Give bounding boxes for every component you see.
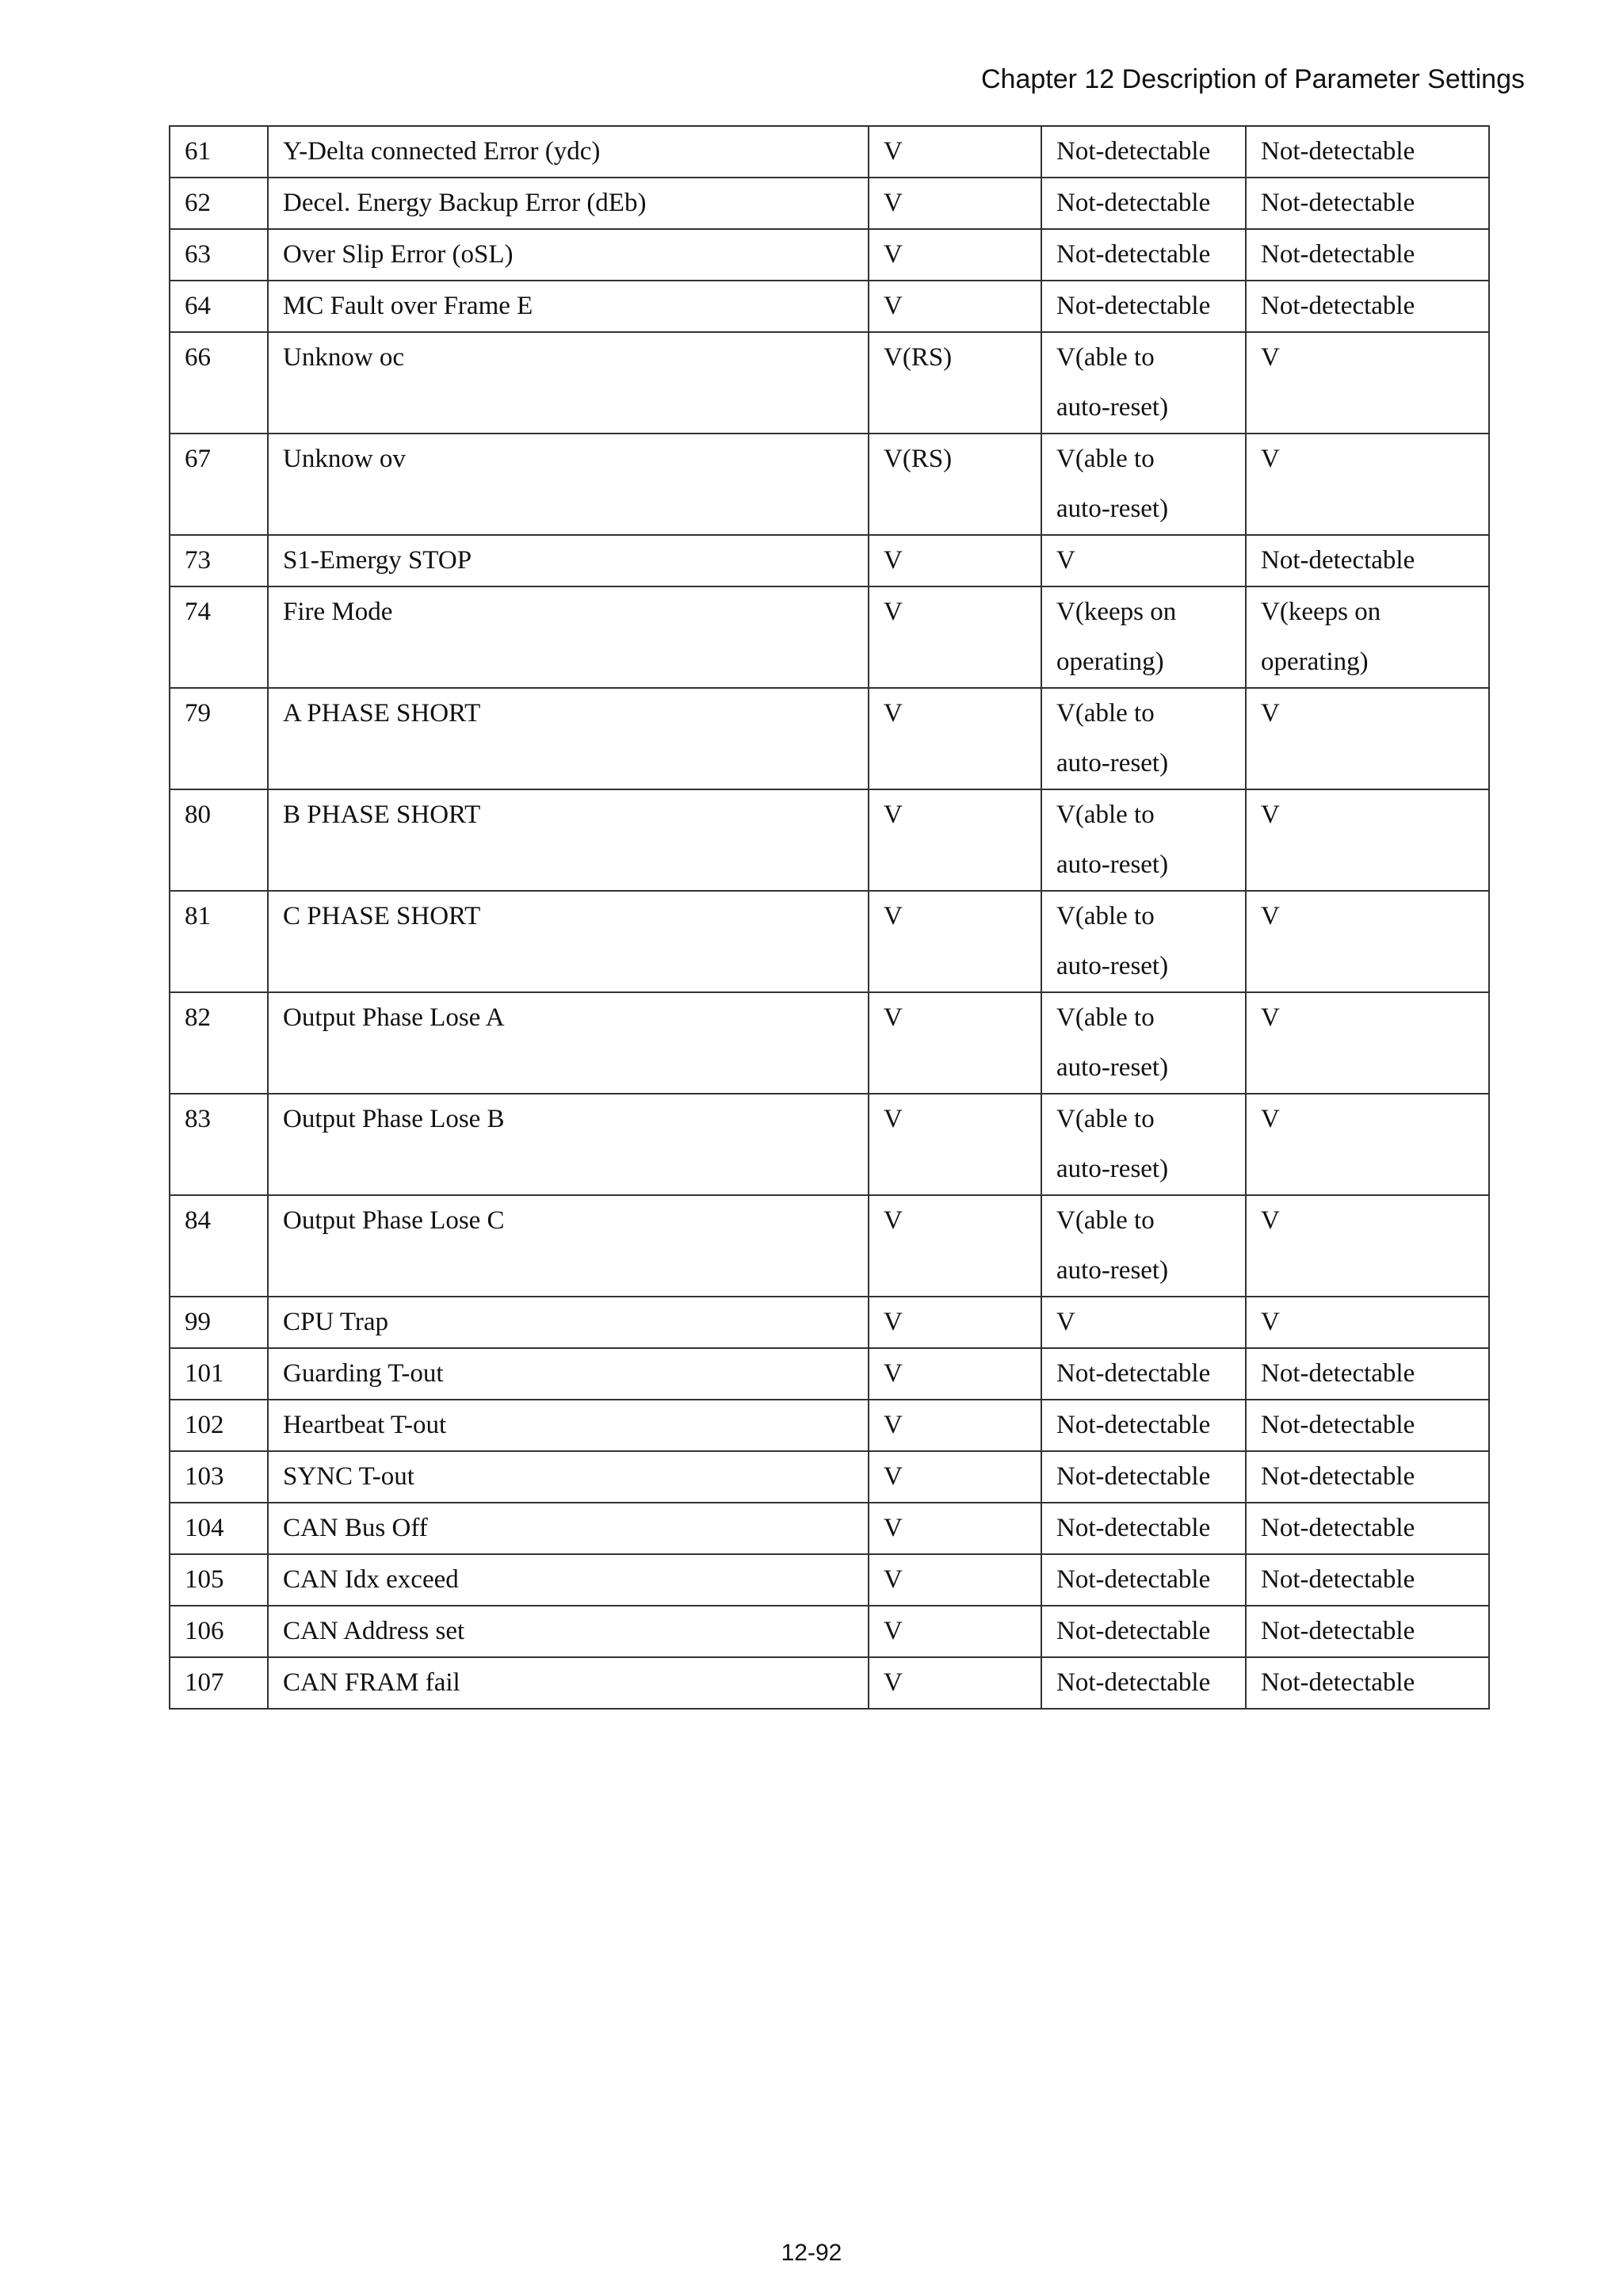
fault-name-text: SYNC T-out (283, 1462, 414, 1491)
table-row (170, 1503, 1489, 1554)
fault-code-cell (170, 586, 268, 688)
fault-col1-cell (869, 1451, 1041, 1503)
fault-name-cell (268, 229, 869, 281)
fault-col2-cell (1041, 1094, 1246, 1195)
table-row (170, 535, 1489, 586)
fault-col3-text: V (1261, 1206, 1280, 1235)
fault-col1-cell (869, 992, 1041, 1094)
table-row (170, 1554, 1489, 1606)
fault-col2-cell (1041, 891, 1246, 992)
fault-col1-cell (869, 1554, 1041, 1606)
fault-col1-cell (869, 1297, 1041, 1348)
fault-col3-text: V (1261, 902, 1280, 930)
fault-code-cell (170, 1606, 268, 1657)
fault-col1-cell (869, 789, 1041, 891)
fault-col2-cell (1041, 1657, 1246, 1709)
fault-col3-text: Not-detectable (1261, 546, 1415, 575)
fault-col2-text: Not-detectable (1056, 1359, 1211, 1388)
table-row (170, 178, 1489, 229)
fault-col1-cell (869, 1400, 1041, 1451)
fault-col2-cell (1041, 1348, 1246, 1400)
fault-col1-text: V (884, 1411, 903, 1439)
fault-col1-cell (869, 281, 1041, 332)
fault-name-cell (268, 789, 869, 891)
fault-code-cell (170, 281, 268, 332)
table-row (170, 332, 1489, 434)
fault-col3-text: Not-detectable (1261, 1359, 1415, 1388)
table-row (170, 126, 1489, 178)
fault-code-cell (170, 332, 268, 434)
fault-code-cell (170, 126, 268, 178)
fault-col3-cell (1246, 1451, 1489, 1503)
fault-col3-text: V (1261, 800, 1280, 829)
table-row (170, 891, 1489, 992)
fault-name-text: CPU Trap (283, 1308, 388, 1336)
fault-name-text: Y-Delta connected Error (ydc) (283, 137, 601, 166)
fault-col3-cell (1246, 789, 1489, 891)
fault-col2-cell (1041, 126, 1246, 178)
fault-code-cell (170, 1657, 268, 1709)
fault-col2-text: Not-detectable (1056, 240, 1211, 269)
fault-col2-cell (1041, 586, 1246, 688)
fault-col1-text: V (884, 240, 903, 269)
fault-code-cell (170, 178, 268, 229)
fault-code-cell (170, 688, 268, 789)
fault-col3-text: V (1261, 1003, 1280, 1032)
fault-name-text: Output Phase Lose B (283, 1105, 505, 1133)
fault-code-cell (170, 1094, 268, 1195)
fault-code-cell (170, 1195, 268, 1297)
fault-col2-text: V(keeps on operating) (1056, 598, 1177, 676)
fault-name-cell (268, 1657, 869, 1709)
fault-code-text: 81 (185, 902, 211, 930)
fault-col2-cell (1041, 1195, 1246, 1297)
fault-col3-text: V (1261, 445, 1280, 473)
table-row (170, 992, 1489, 1094)
fault-code-table (169, 125, 1490, 1710)
fault-col1-text: V (884, 1359, 903, 1388)
fault-col2-cell (1041, 229, 1246, 281)
fault-col3-text: Not-detectable (1261, 1462, 1415, 1491)
fault-col1-text: V (884, 902, 903, 930)
table-row (170, 1400, 1489, 1451)
fault-col3-text: V (1261, 699, 1280, 728)
fault-col3-cell (1246, 1195, 1489, 1297)
fault-col2-text: Not-detectable (1056, 1565, 1211, 1594)
fault-col1-text: V (884, 189, 903, 217)
fault-col3-text: Not-detectable (1261, 189, 1415, 217)
fault-col3-text: V (1261, 343, 1280, 372)
fault-col1-cell (869, 1195, 1041, 1297)
fault-col2-text: Not-detectable (1056, 1617, 1211, 1645)
fault-col3-cell (1246, 1297, 1489, 1348)
fault-col1-cell (869, 1606, 1041, 1657)
fault-col1-cell (869, 1348, 1041, 1400)
fault-code-text: 105 (185, 1565, 224, 1594)
fault-code-text: 73 (185, 546, 211, 575)
fault-name-text: MC Fault over Frame E (283, 292, 533, 320)
fault-col1-text: V(RS) (884, 445, 953, 473)
fault-name-cell (268, 992, 869, 1094)
fault-code-text: 80 (185, 800, 211, 829)
fault-code-cell (170, 1400, 268, 1451)
table-row (170, 229, 1489, 281)
fault-col3-text: V (1261, 1308, 1280, 1336)
fault-col2-cell (1041, 332, 1246, 434)
page-number: 12-92 (781, 2240, 842, 2266)
fault-code-cell (170, 1451, 268, 1503)
fault-name-text: C PHASE SHORT (283, 902, 481, 930)
fault-code-text: 64 (185, 292, 211, 320)
fault-code-text: 83 (185, 1105, 211, 1133)
table-row (170, 586, 1489, 688)
fault-col1-text: V (884, 1565, 903, 1594)
fault-code-cell (170, 434, 268, 535)
fault-name-cell (268, 688, 869, 789)
fault-name-text: Fire Mode (283, 598, 393, 626)
fault-code-text: 106 (185, 1617, 224, 1645)
fault-code-cell (170, 1348, 268, 1400)
fault-name-cell (268, 1554, 869, 1606)
fault-col2-cell (1041, 1503, 1246, 1554)
fault-col2-cell (1041, 1606, 1246, 1657)
fault-code-text: 99 (185, 1308, 211, 1336)
fault-col2-text: Not-detectable (1056, 292, 1211, 320)
fault-col2-cell (1041, 178, 1246, 229)
fault-code-cell (170, 891, 268, 992)
fault-col1-text: V (884, 1308, 903, 1336)
fault-name-cell (268, 332, 869, 434)
fault-col1-text: V (884, 1514, 903, 1542)
fault-col1-text: V (884, 1003, 903, 1032)
fault-code-cell (170, 1503, 268, 1554)
fault-col2-text: Not-detectable (1056, 189, 1211, 217)
fault-name-cell (268, 1503, 869, 1554)
fault-col1-cell (869, 1094, 1041, 1195)
fault-code-text: 102 (185, 1411, 224, 1439)
fault-code-text: 82 (185, 1003, 211, 1032)
fault-name-text: CAN Idx exceed (283, 1565, 459, 1594)
fault-col1-text: V (884, 1617, 903, 1645)
fault-name-text: CAN Address set (283, 1617, 465, 1645)
fault-col3-cell (1246, 126, 1489, 178)
fault-code-cell (170, 789, 268, 891)
table-row (170, 281, 1489, 332)
fault-code-cell (170, 992, 268, 1094)
fault-col2-cell (1041, 1451, 1246, 1503)
fault-name-text: Guarding T-out (283, 1359, 444, 1388)
table-row (170, 1451, 1489, 1503)
fault-col3-cell (1246, 1606, 1489, 1657)
fault-code-cell (170, 229, 268, 281)
table-row (170, 1348, 1489, 1400)
fault-code-text: 107 (185, 1668, 224, 1697)
fault-name-text: CAN FRAM fail (283, 1668, 460, 1697)
fault-col2-cell (1041, 789, 1246, 891)
fault-code-cell (170, 535, 268, 586)
fault-code-cell (170, 1297, 268, 1348)
fault-col1-text: V(RS) (884, 343, 953, 372)
fault-col3-cell (1246, 1503, 1489, 1554)
fault-table-body (170, 126, 1489, 1709)
fault-col3-cell (1246, 434, 1489, 535)
fault-col2-cell (1041, 281, 1246, 332)
fault-name-text: A PHASE SHORT (283, 699, 481, 728)
fault-col1-cell (869, 891, 1041, 992)
table-row (170, 1195, 1489, 1297)
fault-col3-cell (1246, 1657, 1489, 1709)
fault-col3-cell (1246, 229, 1489, 281)
table-row (170, 789, 1489, 891)
fault-col3-cell (1246, 1094, 1489, 1195)
fault-col3-cell (1246, 688, 1489, 789)
fault-name-text: Output Phase Lose C (283, 1206, 505, 1235)
fault-col2-text: V(able to auto-reset) (1056, 1206, 1169, 1285)
fault-col3-cell (1246, 332, 1489, 434)
fault-col2-text: V(able to auto-reset) (1056, 1003, 1169, 1082)
fault-col2-cell (1041, 1297, 1246, 1348)
fault-code-text: 61 (185, 137, 211, 166)
fault-col3-text: V(keeps on operating) (1261, 598, 1381, 676)
fault-col3-cell (1246, 1348, 1489, 1400)
fault-col1-cell (869, 1503, 1041, 1554)
fault-col2-cell (1041, 992, 1246, 1094)
fault-code-text: 67 (185, 445, 211, 473)
fault-col1-text: V (884, 1105, 903, 1133)
fault-col2-text: V (1056, 1308, 1075, 1336)
fault-col2-text: V(able to auto-reset) (1056, 343, 1169, 422)
fault-col1-text: V (884, 699, 903, 728)
fault-col2-text: Not-detectable (1056, 1462, 1211, 1491)
fault-col3-cell (1246, 891, 1489, 992)
fault-code-text: 66 (185, 343, 211, 372)
fault-name-cell (268, 434, 869, 535)
fault-code-text: 62 (185, 189, 211, 217)
fault-col2-text: V (1056, 546, 1075, 575)
fault-name-cell (268, 1297, 869, 1348)
table-row (170, 1094, 1489, 1195)
fault-col3-text: Not-detectable (1261, 1617, 1415, 1645)
fault-col1-cell (869, 332, 1041, 434)
fault-col3-cell (1246, 992, 1489, 1094)
fault-name-cell (268, 1451, 869, 1503)
fault-col2-cell (1041, 1554, 1246, 1606)
fault-col2-cell (1041, 434, 1246, 535)
fault-col3-cell (1246, 1400, 1489, 1451)
fault-col3-text: Not-detectable (1261, 1668, 1415, 1697)
table-row (170, 1606, 1489, 1657)
fault-code-text: 63 (185, 240, 211, 269)
fault-col1-text: V (884, 1206, 903, 1235)
fault-col3-cell (1246, 535, 1489, 586)
fault-name-text: Unknow ov (283, 445, 406, 473)
fault-col2-text: V(able to auto-reset) (1056, 902, 1169, 980)
fault-name-text: B PHASE SHORT (283, 800, 481, 829)
fault-col1-cell (869, 586, 1041, 688)
fault-name-text: Over Slip Error (oSL) (283, 240, 514, 269)
fault-name-cell (268, 586, 869, 688)
fault-col1-cell (869, 434, 1041, 535)
fault-name-text: Heartbeat T-out (283, 1411, 447, 1439)
fault-col1-cell (869, 229, 1041, 281)
fault-col3-text: Not-detectable (1261, 1565, 1415, 1594)
fault-col2-cell (1041, 1400, 1246, 1451)
fault-col2-text: Not-detectable (1056, 1411, 1211, 1439)
fault-col1-cell (869, 126, 1041, 178)
fault-col1-text: V (884, 800, 903, 829)
fault-name-text: Output Phase Lose A (283, 1003, 505, 1032)
fault-name-text: Unknow oc (283, 343, 405, 372)
fault-col2-text: Not-detectable (1056, 1668, 1211, 1697)
fault-name-cell (268, 178, 869, 229)
fault-col3-text: V (1261, 1105, 1280, 1133)
fault-col1-text: V (884, 546, 903, 575)
fault-code-cell (170, 1554, 268, 1606)
fault-col1-text: V (884, 1462, 903, 1491)
table-row (170, 1657, 1489, 1709)
fault-col3-text: Not-detectable (1261, 1514, 1415, 1542)
fault-col2-text: V(able to auto-reset) (1056, 800, 1169, 879)
fault-col1-cell (869, 535, 1041, 586)
fault-col1-cell (869, 178, 1041, 229)
fault-col2-text: V(able to auto-reset) (1056, 445, 1169, 523)
fault-col3-cell (1246, 1554, 1489, 1606)
fault-col1-text: V (884, 598, 903, 626)
fault-code-text: 104 (185, 1514, 224, 1542)
fault-name-cell (268, 1400, 869, 1451)
fault-code-text: 79 (185, 699, 211, 728)
fault-col2-text: Not-detectable (1056, 137, 1211, 166)
fault-code-text: 74 (185, 598, 211, 626)
fault-col1-text: V (884, 137, 903, 166)
fault-name-text: S1-Emergy STOP (283, 546, 472, 575)
fault-name-cell (268, 891, 869, 992)
fault-name-cell (268, 535, 869, 586)
table-row (170, 1297, 1489, 1348)
table-row (170, 688, 1489, 789)
fault-name-cell (268, 1606, 869, 1657)
fault-col2-text: Not-detectable (1056, 1514, 1211, 1542)
fault-col2-cell (1041, 535, 1246, 586)
fault-code-text: 103 (185, 1462, 224, 1491)
fault-col2-cell (1041, 688, 1246, 789)
fault-col1-cell (869, 1657, 1041, 1709)
chapter-header: Chapter 12 Description of Parameter Settings (980, 64, 1525, 94)
table-row (170, 434, 1489, 535)
fault-col2-text: V(able to auto-reset) (1056, 1105, 1169, 1183)
fault-name-cell (268, 1195, 869, 1297)
fault-col2-text: V(able to auto-reset) (1056, 699, 1169, 777)
fault-col3-text: Not-detectable (1261, 240, 1415, 269)
fault-name-cell (268, 126, 869, 178)
fault-col3-text: Not-detectable (1261, 137, 1415, 166)
fault-col1-text: V (884, 1668, 903, 1697)
fault-col3-cell (1246, 178, 1489, 229)
fault-name-cell (268, 1348, 869, 1400)
fault-name-text: Decel. Energy Backup Error (dEb) (283, 189, 647, 217)
fault-col3-cell (1246, 281, 1489, 332)
fault-code-text: 101 (185, 1359, 224, 1388)
fault-col1-text: V (884, 292, 903, 320)
fault-name-text: CAN Bus Off (283, 1514, 428, 1542)
fault-name-cell (268, 281, 869, 332)
fault-col3-text: Not-detectable (1261, 1411, 1415, 1439)
fault-name-cell (268, 1094, 869, 1195)
fault-col1-cell (869, 688, 1041, 789)
fault-col3-cell (1246, 586, 1489, 688)
fault-col3-text: Not-detectable (1261, 292, 1415, 320)
fault-code-text: 84 (185, 1206, 211, 1235)
